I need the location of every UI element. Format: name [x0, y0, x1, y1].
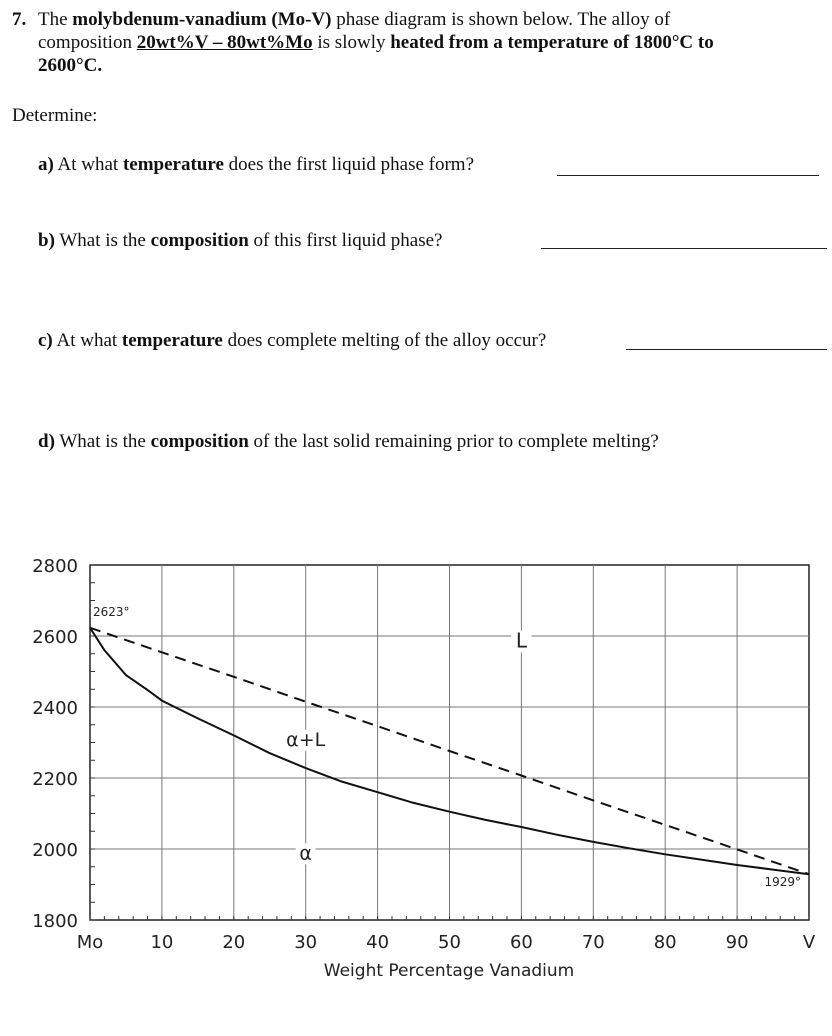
- x-axis-label: Weight Percentage Vanadium: [323, 961, 575, 981]
- y-tick-label: 2200: [32, 769, 78, 790]
- intro-text-c: composition: [38, 32, 132, 53]
- question-c: [38, 329, 546, 352]
- x-tick-label: 60: [509, 932, 533, 953]
- question-keyword: temperature: [121, 330, 223, 351]
- intro-text-a: The: [38, 9, 68, 30]
- phase-labels: [91, 605, 803, 889]
- question-letter: c): [38, 330, 53, 351]
- question-keyword: composition: [150, 431, 249, 452]
- problem-line-3: [38, 54, 818, 77]
- x-axis-ticks: [77, 916, 816, 953]
- y-tick-label: 1800: [32, 911, 78, 932]
- x-tick-label: Mo: [76, 932, 104, 953]
- question-text: of this first liquid phase?: [253, 230, 443, 251]
- y-tick-label: 2000: [32, 840, 78, 861]
- problem-line-2: [38, 31, 818, 54]
- intro-text-b: phase diagram is shown below. The alloy of: [336, 9, 671, 30]
- x-tick-label: V: [802, 932, 816, 953]
- melting-point-mo-label: 2623°: [93, 604, 130, 619]
- question-a: [38, 153, 474, 176]
- question-text: does the first liquid phase form?: [228, 154, 475, 175]
- problem-number-text: 7.: [12, 9, 27, 30]
- question-d: [38, 430, 659, 453]
- phase-diagram: [0, 540, 832, 1000]
- grid-lines: [90, 565, 809, 920]
- question-keyword: composition: [150, 230, 249, 251]
- alpha-region-label: α: [299, 842, 312, 865]
- question-text: What is the: [59, 431, 146, 452]
- x-tick-label: 30: [294, 932, 318, 953]
- melting-point-v-label: 1929°: [764, 875, 801, 890]
- alloy-composition: 20wt%V – 80wt%Mo: [136, 32, 313, 53]
- end-temperature: 2600°C.: [38, 55, 103, 76]
- problem-number: [12, 8, 26, 31]
- determine-label: Determine:: [12, 105, 98, 126]
- y-tick-label: 2600: [32, 627, 78, 648]
- x-tick-label: 80: [653, 932, 677, 953]
- question-text: At what: [56, 330, 118, 351]
- x-tick-label: 20: [222, 932, 246, 953]
- liquid-region-label: L: [515, 628, 527, 653]
- answer-line-b[interactable]: [541, 248, 827, 249]
- x-tick-label: 50: [438, 932, 461, 953]
- y-tick-label: 2400: [32, 698, 78, 719]
- y-axis-ticks: [32, 556, 95, 932]
- two-phase-region-label: α+L: [286, 728, 326, 751]
- alloy-system: molybdenum-vanadium (Mo-V): [72, 9, 332, 30]
- question-text: At what: [57, 154, 119, 175]
- problem-line-1: [38, 8, 818, 31]
- question-letter: d): [38, 431, 55, 452]
- heating-phrase: heated from a temperature of 1800°C to: [390, 32, 714, 53]
- question-text: does complete melting of the alloy occur?: [227, 330, 547, 351]
- y-tick-label: 2800: [32, 556, 78, 577]
- question-text: What is the: [59, 230, 146, 251]
- intro-text-d: is slowly: [317, 32, 386, 53]
- question-letter: b): [38, 230, 55, 251]
- question-keyword: temperature: [122, 154, 224, 175]
- answer-line-a[interactable]: [557, 175, 819, 176]
- question-letter: a): [38, 154, 54, 175]
- x-tick-label: 70: [581, 932, 605, 953]
- problem-statement: [38, 8, 818, 77]
- x-tick-label: 90: [725, 932, 749, 953]
- question-text: of the last solid remaining prior to complete melting?: [253, 431, 659, 452]
- x-tick-label: 10: [150, 932, 174, 953]
- x-tick-label: 40: [366, 932, 390, 953]
- answer-line-c[interactable]: [626, 349, 827, 350]
- question-b: [38, 229, 442, 252]
